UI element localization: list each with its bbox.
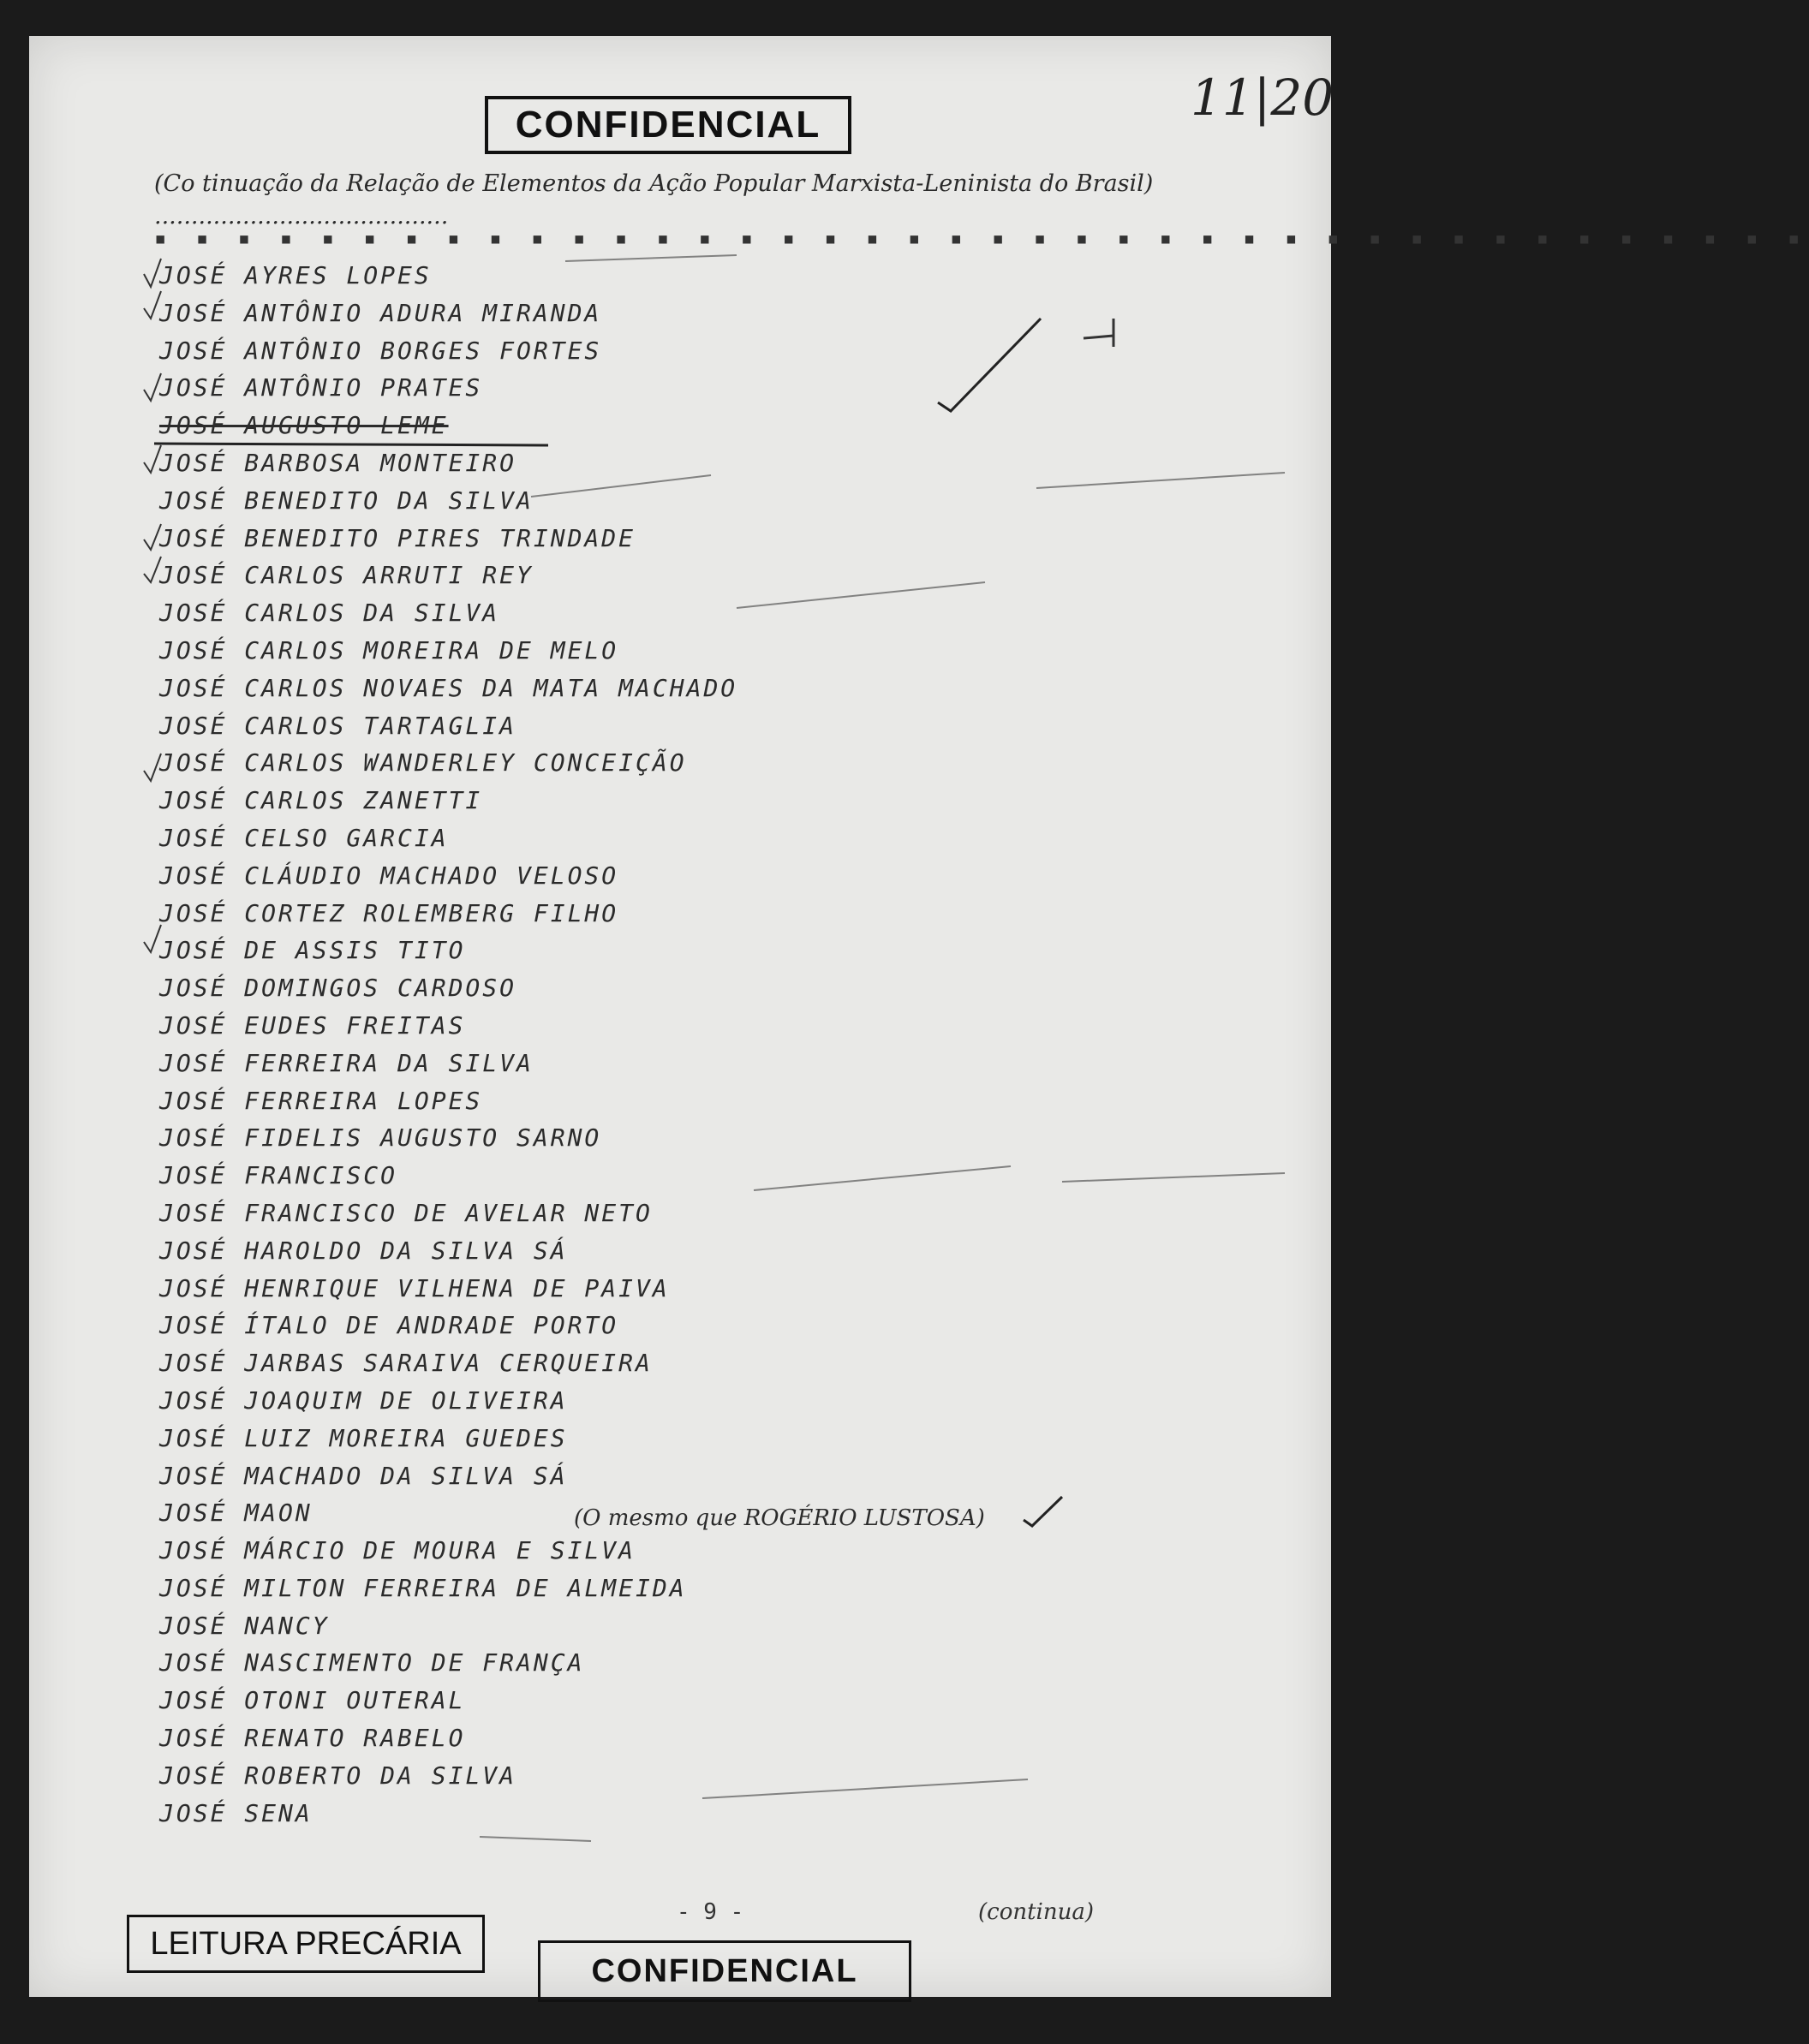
check-mark-icon xyxy=(938,319,1041,411)
name-entry: JOSÉ JOAQUIM DE OLIVEIRA xyxy=(159,1386,568,1415)
name-entry: JOSÉ AYRES LOPES xyxy=(159,261,432,289)
name-entry: JOSÉ SENA xyxy=(159,1798,313,1827)
name-entry: JOSÉ OTONI OUTERAL xyxy=(159,1686,466,1715)
name-entry: JOSÉ FERREIRA LOPES xyxy=(159,1086,483,1115)
name-entry: JOSÉ DOMINGOS CARDOSO xyxy=(159,974,517,1003)
name-entry: JOSÉ ANTÔNIO PRATES xyxy=(159,373,483,402)
name-entry: JOSÉ RENATO RABELO xyxy=(159,1724,466,1753)
intro-text: (Co tinuação da Relação de Elementos da Ação Popular Marxista-Leninista do Brasil) ........................................ xyxy=(154,170,1154,229)
name-entry: JOSÉ MÁRCIO DE MOURA E SILVA xyxy=(159,1536,636,1565)
folio-number: 11|20 xyxy=(1191,69,1334,127)
continua-text: (continua) xyxy=(978,1899,1095,1925)
name-entry: JOSÉ CARLOS NOVAES DA MATA MACHADO xyxy=(159,673,738,702)
name-entry: JOSÉ CARLOS WANDERLEY CONCEIÇÃO xyxy=(159,748,687,778)
name-entry: JOSÉ HAROLDO DA SILVA SÁ xyxy=(159,1236,568,1265)
name-entry: JOSÉ CORTEZ ROLEMBERG FILHO xyxy=(159,898,619,927)
name-entry: JOSÉ EUDES FREITAS xyxy=(159,1010,466,1040)
handwritten-number-icon xyxy=(1084,319,1113,347)
name-entry: JOSÉ BENEDITO DA SILVA xyxy=(159,486,534,515)
name-entry: JOSÉ DE ASSIS TITO xyxy=(159,936,466,965)
name-entry: JOSÉ MACHADO DA SILVA SÁ xyxy=(159,1461,568,1490)
name-entry: JOSÉ MILTON FERREIRA DE ALMEIDA xyxy=(159,1573,687,1602)
margin-note: (O mesmo que ROGÉRIO LUSTOSA) xyxy=(574,1505,985,1531)
leitura-precaria-stamp: LEITURA PRECÁRIA xyxy=(127,1915,485,1973)
name-entry: JOSÉ MAON xyxy=(159,1499,313,1528)
name-entry: JOSÉ AUGUSTO LEME xyxy=(159,411,449,440)
name-entry: JOSÉ FERREIRA DA SILVA xyxy=(159,1048,534,1077)
dotted-separator: ▪ ▪ ▪ ▪ ▪ ▪ ▪ ▪ ▪ ▪ ▪ ▪ ▪ ▪ ▪ ▪ ▪ ▪ ▪ ▪ ▪ ▪ ▪ ▪ ▪ ▪ ▪ ▪ ▪ ▪ ▪ ▪ ▪ ▪ ▪ ▪ ▪ ▪ ▪ ▪ xyxy=(154,226,1809,250)
name-entry: JOSÉ NANCY xyxy=(159,1611,330,1640)
name-entry: JOSÉ JARBAS SARAIVA CERQUEIRA xyxy=(159,1349,653,1378)
name-entry: JOSÉ FRANCISCO DE AVELAR NETO xyxy=(159,1198,653,1227)
name-entry: JOSÉ FIDELIS AUGUSTO SARNO xyxy=(159,1123,602,1153)
name-entry: JOSÉ FRANCISCO xyxy=(159,1161,398,1190)
name-entry: JOSÉ HENRIQUE VILHENA DE PAIVA xyxy=(159,1273,670,1302)
name-entry: JOSÉ CELSO GARCIA xyxy=(159,823,449,852)
page-number: - 9 - xyxy=(677,1899,744,1925)
name-entry: JOSÉ BENEDITO PIRES TRINDADE xyxy=(159,523,636,552)
confidential-stamp-top: CONFIDENCIAL xyxy=(485,96,851,154)
name-entry: JOSÉ CARLOS DA SILVA xyxy=(159,599,500,628)
confidential-stamp-bottom: CONFIDENCIAL xyxy=(538,1940,911,2002)
name-entry: JOSÉ ANTÔNIO BORGES FORTES xyxy=(159,336,602,365)
name-entry: JOSÉ CARLOS TARTAGLIA xyxy=(159,711,517,740)
name-entry: JOSÉ LUIZ MOREIRA GUEDES xyxy=(159,1423,568,1452)
name-entry: JOSÉ BARBOSA MONTEIRO xyxy=(159,448,517,477)
name-entry: JOSÉ CARLOS MOREIRA DE MELO xyxy=(159,635,619,664)
name-entry: JOSÉ CLÁUDIO MACHADO VELOSO xyxy=(159,861,619,890)
name-entry: JOSÉ ROBERTO DA SILVA xyxy=(159,1761,517,1790)
name-entry: JOSÉ ÍTALO DE ANDRADE PORTO xyxy=(159,1311,619,1340)
name-entry: JOSÉ NASCIMENTO DE FRANÇA xyxy=(159,1648,585,1678)
name-entry: JOSÉ CARLOS ZANETTI xyxy=(159,786,483,815)
name-entry: JOSÉ ANTÔNIO ADURA MIRANDA xyxy=(159,298,602,327)
name-entry: JOSÉ CARLOS ARRUTI REY xyxy=(159,561,534,590)
